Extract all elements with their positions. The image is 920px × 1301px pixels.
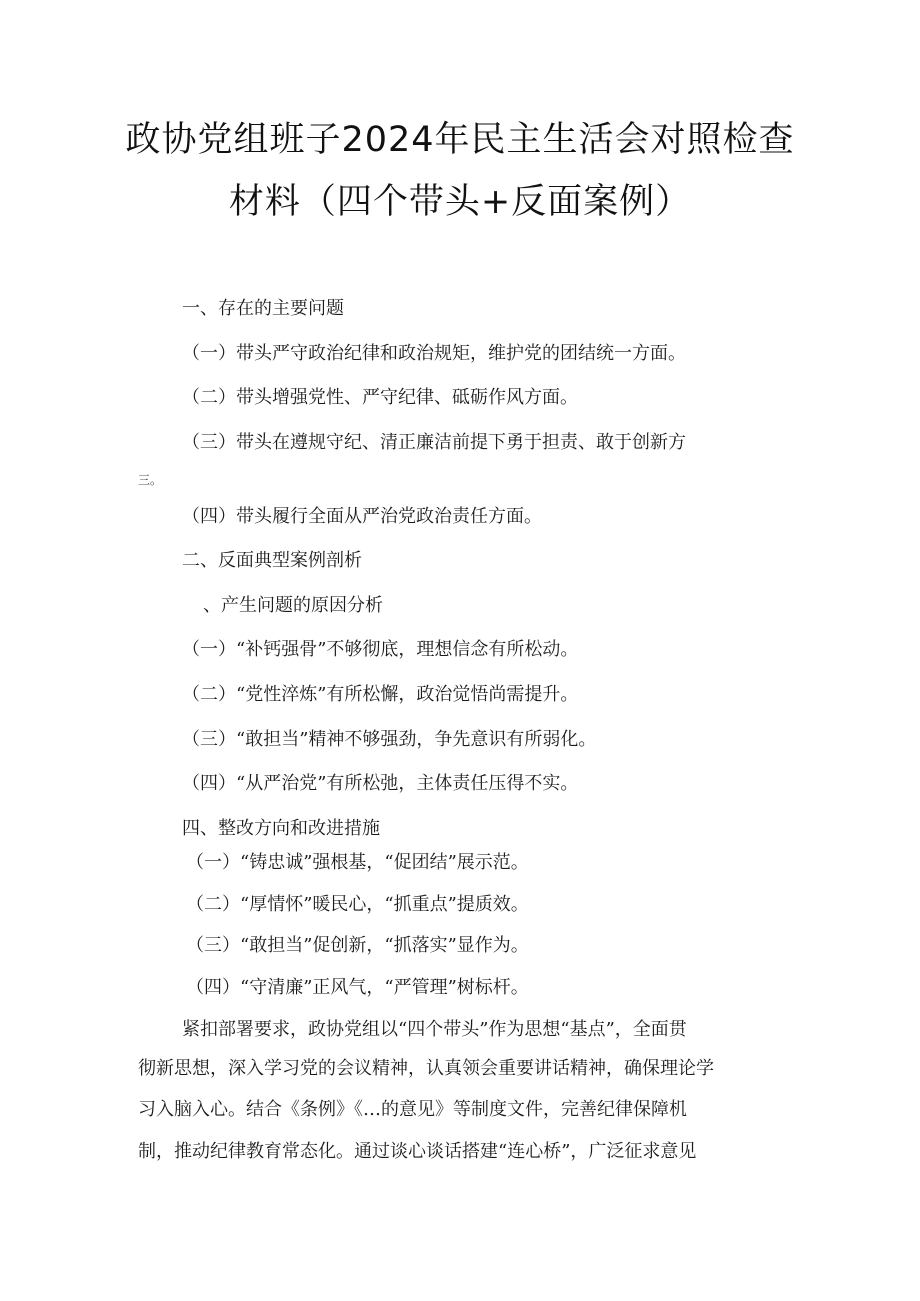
problem-item-3-continuation: 三。 (138, 473, 163, 487)
section-heading-problems: 一、存在的主要问题 (182, 298, 344, 319)
document-title-line-1: 政协党组班子2024年民主生活会对照检查 (125, 120, 795, 160)
problem-item-3: （三）带头在遵规守纪、清正廉洁前提下勇于担责、敢于创新方 (182, 432, 686, 453)
measure-item-1: （一）“铸忠诚”强根基，“促团结”展示范。 (186, 852, 529, 873)
body-paragraph-line-1: 紧扣部署要求，政协党组以“四个带头”作为思想“基点”，全面贯 (182, 1019, 687, 1040)
cause-item-2: （二）“党性淬炼”有所松懈，政治觉悟尚需提升。 (182, 684, 579, 705)
problem-item-1: （一）带头严守政治纪律和政治规矩，维护党的团结统一方面。 (182, 343, 686, 364)
measure-item-4: （四）“守清廉”正风气，“严管理”树标杆。 (186, 977, 529, 998)
section-heading-causes: 、产生问题的原因分析 (203, 595, 383, 616)
document-title-line-2: 材料（四个带头+反面案例） (228, 182, 692, 222)
cause-item-1: （一）“补钙强骨”不够彻底，理想信念有所松动。 (182, 639, 579, 660)
problem-item-4: （四）带头履行全面从严治党政治责任方面。 (182, 506, 542, 527)
section-heading-cases: 二、反面典型案例剖析 (182, 550, 362, 571)
section-heading-measures: 四、整改方向和改进措施 (182, 818, 380, 839)
measure-item-2: （二）“厚情怀”暖民心，“抓重点”提质效。 (186, 894, 529, 915)
body-paragraph-line-4: 制，推动纪律教育常态化。通过谈心谈话搭建“连心桥”，广泛征求意见 (138, 1141, 697, 1162)
measure-item-3: （三）“敢担当”促创新，“抓落实”显作为。 (186, 935, 529, 956)
cause-item-4: （四）“从严治党”有所松弛，主体责任压得不实。 (182, 773, 579, 794)
problem-item-2: （二）带头增强党性、严守纪律、砥砺作风方面。 (182, 387, 578, 408)
body-paragraph-line-2: 彻新思想，深入学习党的会议精神，认真领会重要讲话精神，确保理论学 (138, 1058, 714, 1079)
body-paragraph-line-3: 习入脑入心。结合《条例》《…的意见》等制度文件，完善纪律保障机 (138, 1099, 687, 1120)
cause-item-3: （三）“敢担当”精神不够强劲，争先意识有所弱化。 (182, 729, 597, 750)
